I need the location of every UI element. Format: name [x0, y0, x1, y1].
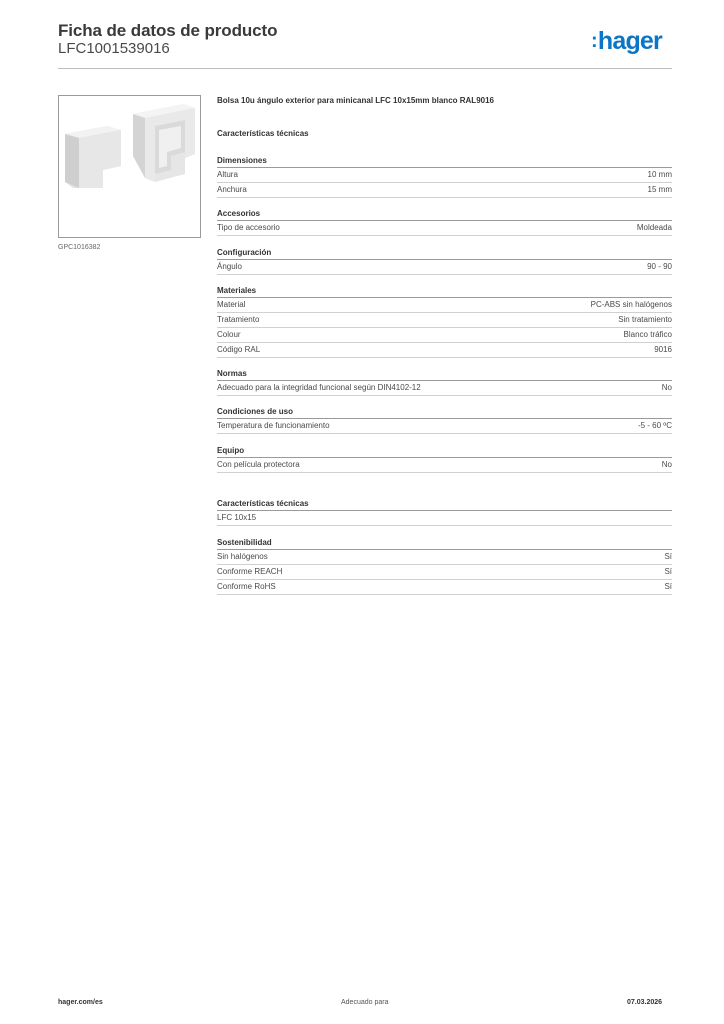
spec-row: [217, 260, 672, 275]
spec-value: 90 - 90: [647, 262, 672, 271]
spec-value: -5 - 60 ºC: [637, 421, 672, 430]
spec-value: Sí: [664, 582, 672, 591]
spec-label: Tratamiento: [217, 315, 260, 324]
section-title: Accesorios: [217, 208, 672, 221]
product-photo-icon: [59, 96, 200, 237]
spec-row: [217, 580, 672, 595]
spec-row: [217, 343, 672, 358]
spec-label: Conforme RoHS: [217, 582, 276, 591]
spec-label: Altura: [217, 170, 238, 179]
spec-value: 15 mm: [647, 185, 672, 194]
section-title: Sostenibilidad: [217, 537, 672, 550]
spec-label: Adecuado para la integridad funcional según DIN4102-12: [217, 383, 421, 392]
spec-value: 9016: [654, 345, 672, 354]
spec-label: Colour: [217, 330, 241, 339]
spec-row: [217, 381, 672, 396]
spec-heading-block: [217, 128, 672, 140]
spec-heading: Características técnicas: [217, 129, 309, 138]
spec-label: Anchura: [217, 185, 247, 194]
spec-row: [217, 458, 672, 473]
spec-value: Blanco tráfico: [623, 330, 672, 339]
spec-row: [217, 550, 672, 565]
spec-value: Sin tratamiento: [618, 315, 672, 324]
spec-label: Tipo de accesorio: [217, 223, 280, 232]
spec-row: [217, 221, 672, 236]
page-title: Ficha de datos de producto: [58, 21, 278, 40]
spec-label: LFC 10x15: [217, 513, 257, 522]
spec-value: PC-ABS sin halógenos: [590, 300, 672, 309]
spec-label: Material: [217, 300, 246, 309]
spec-row: [217, 183, 672, 198]
section-accesorios: [217, 208, 672, 236]
logo-colon: :: [591, 30, 597, 52]
header-divider: [58, 68, 672, 69]
spec-value: 10 mm: [647, 170, 672, 179]
section-title: Materiales: [217, 285, 672, 298]
spec-value: Sí: [664, 567, 672, 576]
spec-value: No: [661, 460, 672, 469]
spec-label: Conforme REACH: [217, 567, 283, 576]
section-normas: [217, 368, 672, 396]
section-materiales: [217, 285, 672, 358]
spec-label: Sin halógenos: [217, 552, 268, 561]
spec-row: [217, 511, 672, 526]
section-caracteristicas: [217, 498, 672, 526]
spec-row: [217, 419, 672, 434]
spec-label: Código RAL: [217, 345, 261, 354]
spec-row: [217, 298, 672, 313]
product-description: Bolsa 10u ángulo exterior para minicanal LFC 10x15mm blanco RAL9016: [217, 96, 494, 105]
section-sostenibilidad: [217, 537, 672, 595]
spec-value: No: [661, 383, 672, 392]
spec-row: [217, 328, 672, 343]
spec-label: Temperatura de funcionamiento: [217, 421, 330, 430]
section-title: Equipo: [217, 445, 672, 458]
section-configuracion: [217, 247, 672, 275]
footer-date: 07.03.2026: [627, 999, 663, 1006]
hager-logo: [591, 27, 662, 56]
section-title: Condiciones de uso: [217, 406, 672, 419]
spec-value: Moldeada: [636, 223, 672, 232]
section-title: Características técnicas: [217, 498, 672, 511]
spec-label: Ángulo: [217, 262, 242, 271]
section-title: Normas: [217, 368, 672, 381]
section-dimensiones: [217, 155, 672, 198]
section-title: Configuración: [217, 247, 672, 260]
product-code: LFC1001539016: [58, 40, 170, 57]
logo-text: hager: [597, 27, 662, 55]
spec-value: Sí: [664, 552, 672, 561]
product-image: [58, 95, 201, 238]
image-caption: GPC1016382: [58, 244, 101, 251]
spec-row: [217, 313, 672, 328]
section-equipo: [217, 445, 672, 473]
spec-row: [217, 168, 672, 183]
section-condiciones-uso: [217, 406, 672, 434]
spec-label: Con película protectora: [217, 460, 300, 469]
footer-center-text: Adecuado para: [341, 999, 389, 1006]
footer-website-link[interactable]: hager.com/es: [58, 999, 103, 1006]
spec-row: [217, 565, 672, 580]
section-title: Dimensiones: [217, 155, 672, 168]
